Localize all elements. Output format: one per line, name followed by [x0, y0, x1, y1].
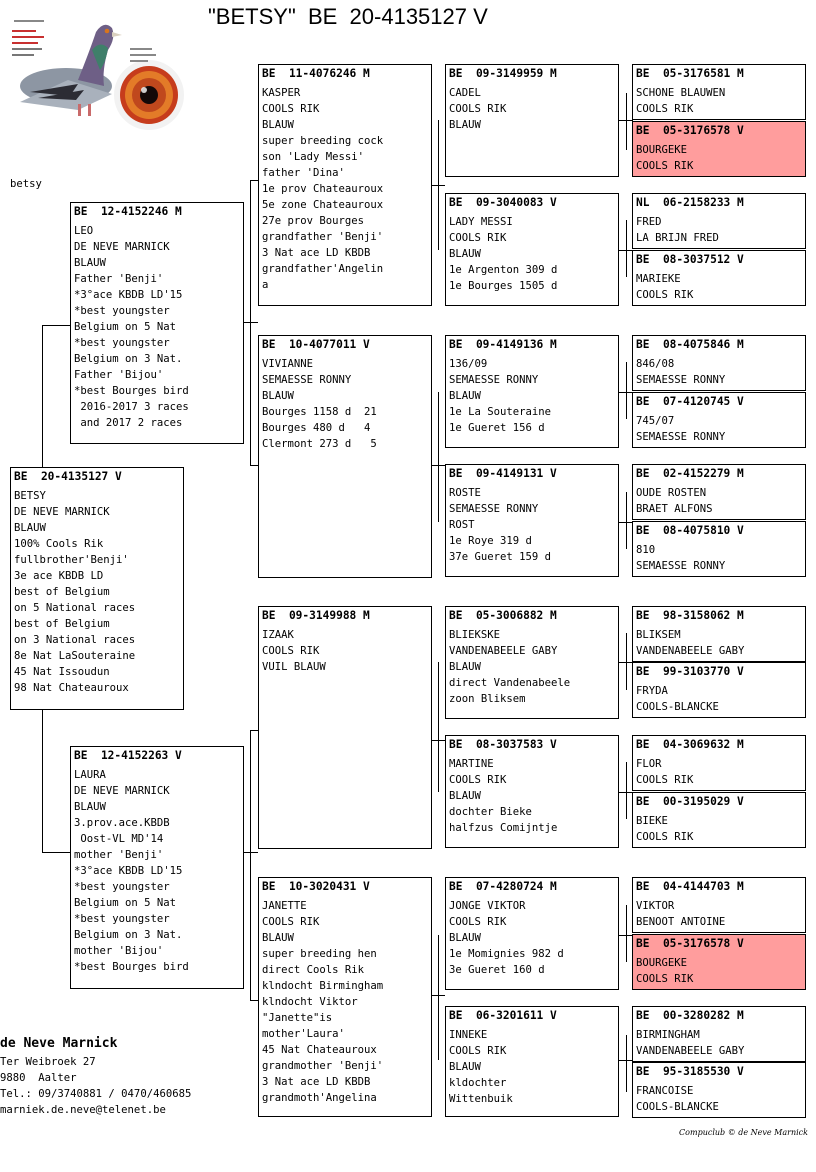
- note-text: 98 Nat Chateauroux: [14, 682, 129, 694]
- ring-number: BE 09-3149959 M: [449, 67, 557, 80]
- ring-number: BE 09-3040083 V: [449, 196, 557, 209]
- connector-line: [250, 180, 258, 181]
- connector-line: [42, 325, 71, 326]
- ring-number: NL 06-2158233 M: [636, 196, 744, 209]
- color-text: BLAUW: [449, 119, 481, 131]
- ring-number: BE 08-3037512 V: [636, 253, 744, 266]
- pigeon-name: VIVIANNE: [262, 358, 314, 370]
- great-grandparent-card: [445, 606, 619, 719]
- ring-number: BE 05-3006882 M: [449, 609, 557, 622]
- note-text: 3e ace KBDB LD: [14, 570, 104, 582]
- note-text: *best youngster: [74, 913, 170, 925]
- breeder-name: DE NEVE MARNICK: [74, 785, 170, 797]
- ring-number: BE 08-4075846 M: [636, 338, 744, 351]
- ring-number: BE 00-3280282 M: [636, 1009, 744, 1022]
- ring-number: BE 99-3103770 V: [636, 665, 744, 678]
- breeder-name: COOLS-BLANCKE: [636, 1101, 719, 1113]
- great-grandparent-card: [445, 1006, 619, 1117]
- breeder-name: LA BRIJN FRED: [636, 232, 719, 244]
- dam-card: [70, 746, 244, 989]
- color-text: VUIL BLAUW: [262, 661, 326, 673]
- note-text: Belgium on 3 Nat.: [74, 353, 183, 365]
- great-grandparent-card: [445, 735, 619, 848]
- connector-line: [438, 120, 439, 250]
- pet-name: betsy: [10, 178, 42, 190]
- pigeon-name: MARTINE: [449, 758, 494, 770]
- ring-number: BE 00-3195029 V: [636, 795, 744, 808]
- note-text: 3 Nat ace LD KBDB: [262, 247, 371, 259]
- ggg-card: [632, 64, 806, 120]
- color-text: BLAUW: [449, 1061, 481, 1073]
- breeder-name: COOLS-BLANCKE: [636, 701, 719, 713]
- color-text: BLAUW: [14, 522, 46, 534]
- pigeon-name: MARIEKE: [636, 273, 681, 285]
- breeder-name: COOLS RIK: [449, 232, 507, 244]
- note-text: Clermont 273 d 5: [262, 438, 377, 450]
- connector-line: [250, 465, 258, 466]
- connector-line: [438, 392, 439, 522]
- ring-number: BE 98-3158062 M: [636, 609, 744, 622]
- pigeon-name: BIEKE: [636, 815, 668, 827]
- note-text: Wittenbuik: [449, 1093, 513, 1105]
- great-grandparent-card: [445, 335, 619, 448]
- note-text: Father 'Benji': [74, 273, 164, 285]
- note-text: grandmother 'Benji': [262, 1060, 384, 1072]
- ring-number: BE 95-3185530 V: [636, 1065, 744, 1078]
- note-text: mother'Laura': [262, 1028, 345, 1040]
- note-text: fullbrother'Benji': [14, 554, 129, 566]
- note-text: Bourges 480 d 4: [262, 422, 371, 434]
- connector-line: [626, 220, 627, 277]
- connector-line: [250, 730, 258, 731]
- connector-line: [250, 1000, 258, 1001]
- color-text: BLAUW: [449, 248, 481, 260]
- note-text: *best youngster: [74, 305, 170, 317]
- note-text: halfzus Comijntje: [449, 822, 558, 834]
- breeder-name: SEMAESSE RONNY: [262, 374, 352, 386]
- note-text: *best youngster: [74, 337, 170, 349]
- note-text: Belgium on 3 Nat.: [74, 929, 183, 941]
- pigeon-name: INNEKE: [449, 1029, 488, 1041]
- breeder-name: COOLS RIK: [636, 831, 694, 843]
- breeder-name: COOLS RIK: [262, 103, 320, 115]
- owner-email: marniek.de.neve@telenet.be: [0, 1104, 166, 1116]
- note-text: Belgium on 5 Nat: [74, 897, 177, 909]
- ggg-card: [632, 1062, 806, 1118]
- connector-line: [42, 325, 43, 468]
- grandparent-card: [258, 335, 432, 578]
- breeder-name: DE NEVE MARNICK: [14, 506, 110, 518]
- color-text: BLAUW: [449, 661, 481, 673]
- note-text: and 2017 2 races: [74, 417, 183, 429]
- note-text: 1e Momignies 982 d: [449, 948, 564, 960]
- connector-line: [626, 93, 627, 150]
- ggg-card: [632, 792, 806, 848]
- note-text: on 5 National races: [14, 602, 136, 614]
- ring-number: BE 07-4120745 V: [636, 395, 744, 408]
- breeder-name: COOLS RIK: [449, 916, 507, 928]
- eye-caption-icon: [130, 46, 156, 68]
- connector-line: [42, 852, 71, 853]
- pigeon-name: VIKTOR: [636, 900, 675, 912]
- connector-line: [438, 935, 439, 1060]
- note-text: best of Belgium: [14, 618, 110, 630]
- connector-line: [626, 362, 627, 419]
- note-text: 1e Gueret 156 d: [449, 422, 545, 434]
- note-text: father 'Dina': [262, 167, 345, 179]
- note-text: grandmoth'Angelina: [262, 1092, 377, 1104]
- pigeon-name: SCHONE BLAUWEN: [636, 87, 726, 99]
- note-text: 1e Bourges 1505 d: [449, 280, 558, 292]
- breeder-name: SEMAESSE RONNY: [636, 560, 726, 572]
- pigeon-name: LADY MESSI: [449, 216, 513, 228]
- note-text: 27e prov Bourges: [262, 215, 365, 227]
- breeder-name: COOLS RIK: [449, 1045, 507, 1057]
- pigeon-name: FRANCOISE: [636, 1085, 694, 1097]
- breeder-name: COOLS RIK: [449, 774, 507, 786]
- note-text: 5e zone Chateauroux: [262, 199, 384, 211]
- note-text: 1e Roye 319 d: [449, 535, 532, 547]
- note-text: 1e Argenton 309 d: [449, 264, 558, 276]
- ggg-card-highlighted: [632, 121, 806, 177]
- pigeon-name: 136/09: [449, 358, 488, 370]
- note-text: best of Belgium: [14, 586, 110, 598]
- ring-number: BE 05-3176578 V: [636, 937, 744, 950]
- pigeon-name: BETSY: [14, 490, 46, 502]
- connector-line: [42, 709, 43, 852]
- pigeon-name: BOURGEKE: [636, 144, 688, 156]
- ring-number: BE 12-4152246 M: [74, 205, 182, 218]
- pigeon-name: FRYDA: [636, 685, 668, 697]
- great-grandparent-card: [445, 877, 619, 990]
- breeder-name: DE NEVE MARNICK: [74, 241, 170, 253]
- note-text: 2016-2017 3 races: [74, 401, 189, 413]
- note-text: grandfather 'Benji': [262, 231, 384, 243]
- color-text: BLAUW: [449, 790, 481, 802]
- pigeon-name: 745/07: [636, 415, 675, 427]
- breeder-name: COOLS RIK: [636, 973, 694, 985]
- pigeon-name: BLIKSEM: [636, 629, 681, 641]
- color-text: BLAUW: [449, 932, 481, 944]
- pigeon-name: JONGE VIKTOR: [449, 900, 526, 912]
- note-text: super breeding hen: [262, 948, 377, 960]
- ggg-card: [632, 1006, 806, 1062]
- connector-line: [626, 633, 627, 690]
- breeder-name: SEMAESSE RONNY: [449, 374, 539, 386]
- note-text: zoon Bliksem: [449, 693, 526, 705]
- note-text: 37e Gueret 159 d: [449, 551, 552, 563]
- color-text: BLAUW: [74, 257, 106, 269]
- connector-line: [250, 730, 251, 1000]
- breeder-name: VANDENABEELE GABY: [636, 1045, 745, 1057]
- ring-number: BE 05-3176581 M: [636, 67, 744, 80]
- note-text: Belgium on 5 Nat: [74, 321, 177, 333]
- ring-number: BE 20-4135127 V: [14, 470, 122, 483]
- sire-card: [70, 202, 244, 444]
- note-text: klndocht Viktor: [262, 996, 358, 1008]
- ggg-card: [632, 392, 806, 448]
- grandparent-card: [258, 877, 432, 1117]
- connector-line: [626, 762, 627, 819]
- pigeon-name: FRED: [636, 216, 662, 228]
- breeder-name: VANDENABEELE GABY: [449, 645, 558, 657]
- note-text: Father 'Bijou': [74, 369, 164, 381]
- note-text: dochter Bieke: [449, 806, 532, 818]
- breeder-name: COOLS RIK: [636, 774, 694, 786]
- great-grandparent-card: [445, 464, 619, 577]
- note-text: kldochter: [449, 1077, 507, 1089]
- breeder-name: COOLS RIK: [262, 916, 320, 928]
- pigeon-name: FLOR: [636, 758, 662, 770]
- color-text: BLAUW: [262, 119, 294, 131]
- note-text: on 3 National races: [14, 634, 136, 646]
- owner-city: 9880 Aalter: [0, 1072, 77, 1084]
- ring-number: BE 10-4077011 V: [262, 338, 370, 351]
- note-text: 3 Nat ace LD KBDB: [262, 1076, 371, 1088]
- color-text: BLAUW: [262, 390, 294, 402]
- great-grandparent-card: [445, 64, 619, 177]
- ring-number: BE 02-4152279 M: [636, 467, 744, 480]
- breeder-name: SEMAESSE RONNY: [636, 431, 726, 443]
- ggg-card: [632, 250, 806, 306]
- note-text: Bourges 1158 d 21: [262, 406, 377, 418]
- breeder-name: BENOOT ANTOINE: [636, 916, 726, 928]
- ggg-card: [632, 464, 806, 520]
- ring-number: BE 05-3176578 V: [636, 124, 744, 137]
- breeder-name: SEMAESSE RONNY: [636, 374, 726, 386]
- pigeon-name: KASPER: [262, 87, 301, 99]
- owner-block: [0, 1034, 191, 1118]
- note-text: super breeding cock: [262, 135, 384, 147]
- pigeon-name: BIRMINGHAM: [636, 1029, 700, 1041]
- ggg-card: [632, 662, 806, 718]
- pigeon-name: BOURGEKE: [636, 957, 688, 969]
- pigeon-name: 810: [636, 544, 656, 556]
- ggg-card: [632, 521, 806, 577]
- ring-number: BE 08-3037583 V: [449, 738, 557, 751]
- breeder-name: SEMAESSE RONNY: [449, 503, 539, 515]
- ggg-card: [632, 877, 806, 933]
- pigeon-name: OUDE ROSTEN: [636, 487, 707, 499]
- pigeon-name: BLIEKSKE: [449, 629, 501, 641]
- color-text: BLAUW: [262, 932, 294, 944]
- pigeon-name: IZAAK: [262, 629, 294, 641]
- color-text: BLAUW: [74, 801, 106, 813]
- note-text: 8e Nat LaSouteraine: [14, 650, 136, 662]
- note-text: "Janette"is: [262, 1012, 333, 1024]
- ggg-card-highlighted: [632, 934, 806, 990]
- note-text: 1e La Souteraine: [449, 406, 552, 418]
- ggg-card: [632, 606, 806, 662]
- owner-name: de Neve Marnick: [0, 1036, 118, 1051]
- note-text: 3.prov.ace.KBDB: [74, 817, 170, 829]
- note-text: 1e prov Chateauroux: [262, 183, 384, 195]
- pigeon-name: JANETTE: [262, 900, 307, 912]
- grandparent-card: [258, 64, 432, 306]
- note-text: Oost-VL MD'14: [74, 833, 164, 845]
- owner-address: Ter Weibroek 27: [0, 1056, 96, 1068]
- note-text: 45 Nat Issoudun: [14, 666, 110, 678]
- note-text: 3e Gueret 160 d: [449, 964, 545, 976]
- note-text: 100% Cools Rik: [14, 538, 104, 550]
- ring-number: BE 09-4149136 M: [449, 338, 557, 351]
- pigeon-name: LAURA: [74, 769, 106, 781]
- ggg-card: [632, 193, 806, 249]
- note-text: *best youngster: [74, 881, 170, 893]
- ring-number: BE 10-3020431 V: [262, 880, 370, 893]
- note-text: direct Cools Rik: [262, 964, 365, 976]
- ggg-card: [632, 335, 806, 391]
- page-title: "BETSY" BE 20-4135127 V: [208, 4, 488, 29]
- photo-caption-icon: [12, 16, 52, 60]
- breeder-name: BRAET ALFONS: [636, 503, 713, 515]
- eye-photo: [112, 58, 186, 132]
- note-text: *3°ace KBDB LD'15: [74, 289, 183, 301]
- note-text: *best Bourges bird: [74, 385, 189, 397]
- connector-line: [626, 1035, 627, 1092]
- breeder-name: COOLS RIK: [636, 160, 694, 172]
- ring-number: BE 11-4076246 M: [262, 67, 370, 80]
- note-text: direct Vandenabeele: [449, 677, 571, 689]
- ring-number: BE 06-3201611 V: [449, 1009, 557, 1022]
- pigeon-name: 846/08: [636, 358, 675, 370]
- ring-number: BE 07-4280724 M: [449, 880, 557, 893]
- ring-number: BE 12-4152263 V: [74, 749, 182, 762]
- breeder-name: COOLS RIK: [449, 103, 507, 115]
- breeder-name: COOLS RIK: [636, 289, 694, 301]
- footer-credit: Compuclub © de Neve Marnick: [679, 1128, 808, 1137]
- grandparent-card: [258, 606, 432, 849]
- note-text: a: [262, 279, 269, 291]
- ring-number: BE 08-4075810 V: [636, 524, 744, 537]
- breeder-name: VANDENABEELE GABY: [636, 645, 745, 657]
- note-text: 45 Nat Chateauroux: [262, 1044, 377, 1056]
- connector-line: [626, 905, 627, 962]
- note-text: son 'Lady Messi': [262, 151, 365, 163]
- note-text: *best Bourges bird: [74, 961, 189, 973]
- ring-number: BE 04-3069632 M: [636, 738, 744, 751]
- note-text: mother 'Bijou': [74, 945, 164, 957]
- color-text: ROST: [449, 519, 475, 531]
- ggg-card: [632, 735, 806, 791]
- note-text: mother 'Benji': [74, 849, 164, 861]
- breeder-name: COOLS RIK: [262, 645, 320, 657]
- connector-line: [250, 180, 251, 465]
- breeder-name: COOLS RIK: [636, 103, 694, 115]
- ring-number: BE 04-4144703 M: [636, 880, 744, 893]
- connector-line: [626, 492, 627, 549]
- pigeon-name: CADEL: [449, 87, 481, 99]
- pigeon-name: LEO: [74, 225, 94, 237]
- color-text: BLAUW: [449, 390, 481, 402]
- note-text: grandfather'Angelin: [262, 263, 384, 275]
- ring-number: BE 09-4149131 V: [449, 467, 557, 480]
- ring-number: BE 09-3149988 M: [262, 609, 370, 622]
- great-grandparent-card: [445, 193, 619, 306]
- note-text: *3°ace KBDB LD'15: [74, 865, 183, 877]
- owner-phone: Tel.: 09/3740881 / 0470/460685: [0, 1088, 192, 1100]
- note-text: klndocht Birmingham: [262, 980, 384, 992]
- connector-line: [438, 662, 439, 792]
- pigeon-name: ROSTE: [449, 487, 481, 499]
- subject-card: [10, 467, 184, 710]
